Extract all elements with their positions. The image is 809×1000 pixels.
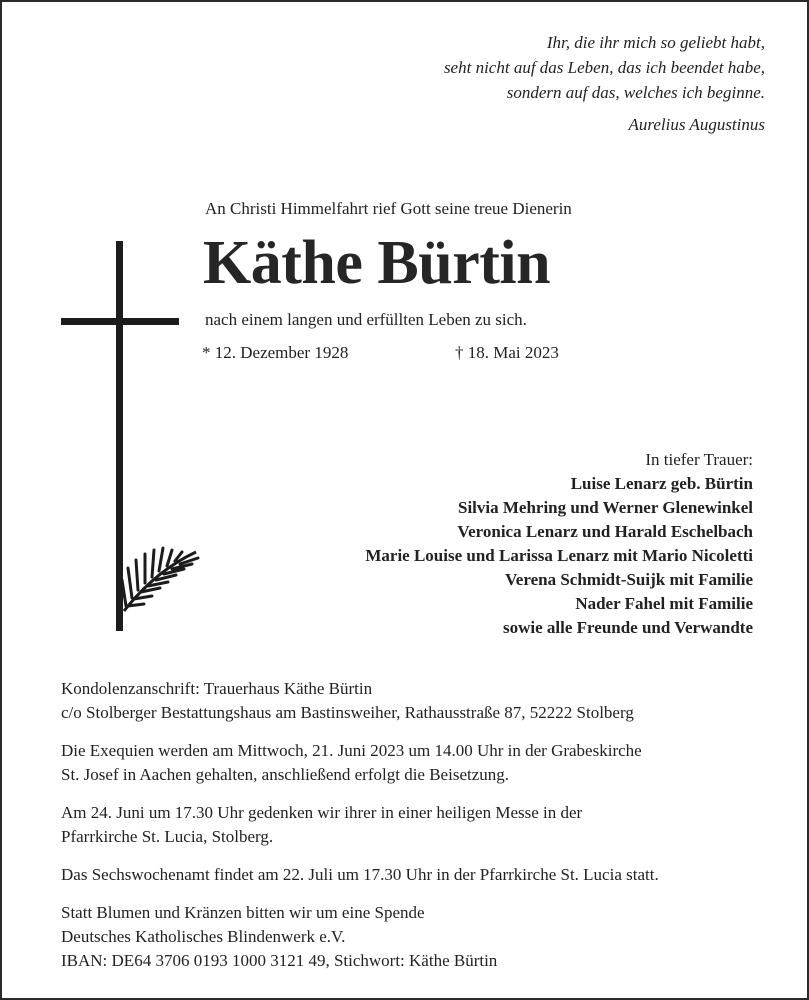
quote-line: Ihr, die ihr mich so geliebt habt,	[546, 33, 765, 52]
mourner-name: Silvia Mehring und Werner Glenewinkel	[457, 498, 753, 517]
note-line: Deutsches Katholisches Blindenwerk e.V.	[61, 927, 346, 946]
note-line: St. Josef in Aachen gehalten, anschließend erfolgt die Beisetzung.	[61, 765, 510, 784]
mourner-name: sowie alle Freunde und Verwandte	[503, 618, 753, 637]
donation-info	[61, 901, 659, 973]
cross-icon	[58, 238, 208, 638]
deceased-name: Käthe Bürtin	[203, 229, 551, 297]
memorial-mass-info	[61, 801, 659, 849]
quote-line: sondern auf das, welches ich beginne.	[506, 83, 765, 102]
notes-section	[61, 677, 659, 987]
death-date: † 18. Mai 2023	[455, 343, 559, 362]
note-line: Das Sechswochenamt findet am 22. Juli um 17.30 Uhr in der Pfarrkirche St. Lucia statt.	[61, 865, 659, 884]
mourner-name: Marie Louise und Larissa Lenarz mit Mario Nicoletti	[365, 546, 753, 565]
mourner-name: Verena Schmidt-Suijk mit Familie	[505, 570, 753, 589]
note-line: Pfarrkirche St. Lucia, Stolberg.	[61, 827, 274, 846]
palm-branch-icon	[122, 548, 198, 611]
note-line: Am 24. Juni um 17.30 Uhr gedenken wir ihrer in einer heiligen Messe in der	[61, 803, 583, 822]
subline-text: nach einem langen und erfüllten Leben zu sich.	[205, 310, 527, 329]
funeral-mass-info	[61, 739, 659, 787]
mourner-list	[365, 472, 753, 640]
condolence-address	[61, 677, 659, 725]
quote-author: Aurelius Augustinus	[628, 115, 765, 134]
mourners-block	[365, 448, 753, 640]
quote-line: seht nicht auf das Leben, das ich beendet habe,	[443, 58, 765, 77]
note-line: Kondolenzanschrift: Trauerhaus Käthe Bürtin	[61, 679, 373, 698]
note-line: Die Exequien werden am Mittwoch, 21. Juni 2023 um 14.00 Uhr in der Grabeskirche	[61, 741, 642, 760]
note-line: c/o Stolberger Bestattungshaus am Bastinsweiher, Rathausstraße 87, 52222 Stolberg	[61, 703, 634, 722]
birth-date: * 12. Dezember 1928	[202, 343, 349, 362]
mourner-name: Luise Lenarz geb. Bürtin	[570, 474, 753, 493]
quote-block	[444, 30, 765, 137]
mourner-name: Veronica Lenarz und Harald Eschelbach	[457, 522, 753, 541]
note-line: IBAN: DE64 3706 0193 1000 3121 49, Stichwort: Käthe Bürtin	[61, 951, 498, 970]
mourners-heading: In tiefer Trauer:	[645, 450, 753, 469]
six-week-mass-info	[61, 863, 659, 887]
intro-text: An Christi Himmelfahrt rief Gott seine treue Dienerin	[205, 199, 572, 218]
mourner-name: Nader Fahel mit Familie	[575, 594, 753, 613]
note-line: Statt Blumen und Kränzen bitten wir um eine Spende	[61, 903, 425, 922]
